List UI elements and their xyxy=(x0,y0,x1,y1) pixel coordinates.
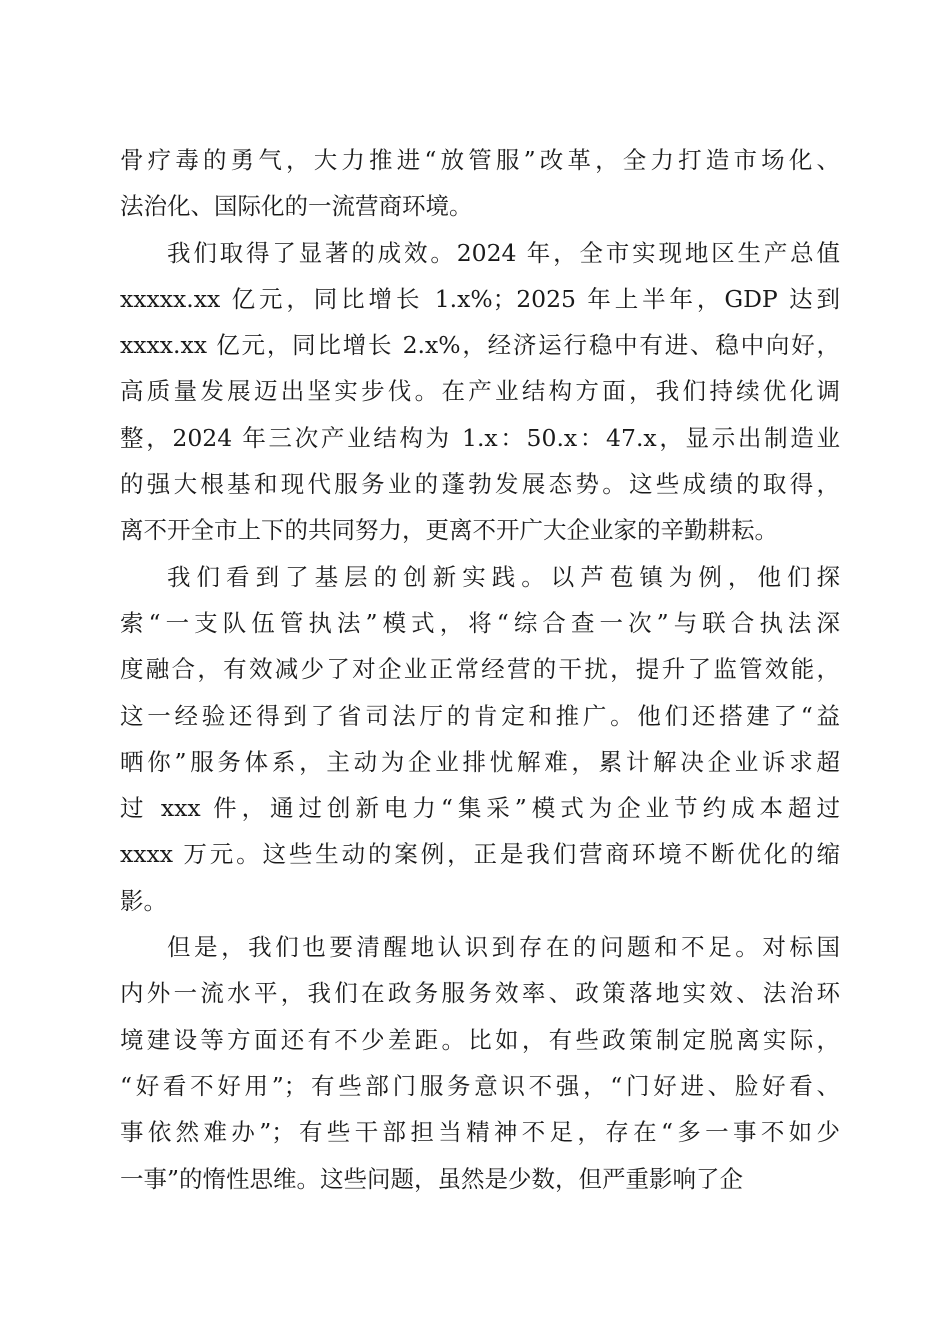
text-line: 度融合，有效减少了对企业正常经营的干扰，提升了监管效能， xyxy=(120,655,840,684)
paragraph-first-line: 我们取得了显著的成效。2024 年，全市实现地区生产总值 xyxy=(167,238,840,267)
text-line: 内外一流水平，我们在政务服务效率、政策落地实效、法治环 xyxy=(120,979,840,1008)
text-line: xxxxx.xx 亿元，同比增长 1.x%；2025 年上半年，GDP 达到 xyxy=(120,284,840,313)
text-line: xxxx 万元。这些生动的案例，正是我们营商环境不断优化的缩 xyxy=(120,840,840,869)
text-line: 高质量发展迈出坚实步伐。在产业结构方面，我们持续优化调 xyxy=(120,377,840,406)
text-line: xxxx.xx 亿元，同比增长 2.x%，经济运行稳中有进、稳中向好， xyxy=(120,331,840,360)
text-line: 的强大根基和现代服务业的蓬勃发展态势。这些成绩的取得， xyxy=(120,470,840,499)
text-line: 骨疗毒的勇气，大力推进“放管服”改革，全力打造市场化、 xyxy=(120,146,840,174)
text-line: 境建设等方面还有不少差距。比如，有些政策制定脱离实际， xyxy=(120,1025,840,1054)
text-line: 这一经验还得到了省司法厅的肯定和推广。他们还搭建了“益 xyxy=(120,701,840,730)
body-text xyxy=(120,137,840,1202)
text-line: 过 xxx 件，通过创新电力“集采”模式为企业节约成本超过 xyxy=(120,794,840,823)
text-line: “好看不好用”；有些部门服务意识不强，“门好进、脸好看、 xyxy=(120,1071,840,1100)
text-line: 法治化、国际化的一流营商环境。 xyxy=(120,192,473,221)
text-line: 一事”的惰性思维。这些问题，虽然是少数，但严重影响了企 xyxy=(120,1164,744,1193)
text-line: 影。 xyxy=(120,886,167,915)
text-line: 晒你”服务体系，主动为企业排忧解难，累计解决企业诉求超 xyxy=(120,747,840,776)
text-line: 事依然难办”；有些干部担当精神不足，存在“多一事不如少 xyxy=(120,1118,840,1147)
text-line: 离不开全市上下的共同努力，更离不开广大企业家的辛勤耕耘。 xyxy=(120,516,778,545)
paragraph-first-line: 但是，我们也要清醒地认识到存在的问题和不足。对标国 xyxy=(167,933,840,962)
paragraph-first-line: 我们看到了基层的创新实践。以芦苞镇为例，他们探 xyxy=(167,562,840,591)
text-line: 整，2024 年三次产业结构为 1.x：50.x：47.x，显示出制造业 xyxy=(120,423,840,452)
text-line: 索“一支队伍管执法”模式，将“综合查一次”与联合执法深 xyxy=(120,608,840,637)
